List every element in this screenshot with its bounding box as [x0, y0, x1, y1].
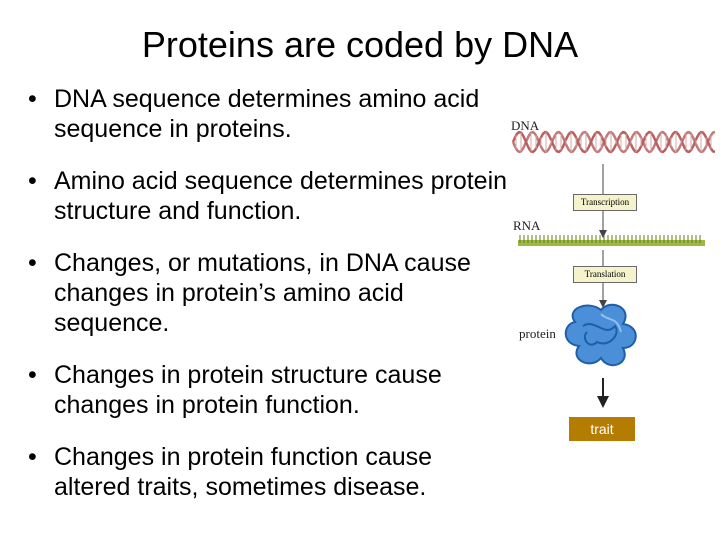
bullet-item [28, 166, 508, 226]
bullet-text: Changes, or mutations, in DNA cause changes in protein’s amino acid sequence. [54, 249, 471, 337]
transcription-box: Transcription [573, 194, 637, 211]
protein-label: protein [519, 326, 556, 341]
trait-box: trait [569, 417, 635, 441]
bullet-text: Changes in protein structure cause changes in protein function. [54, 361, 442, 419]
bullet-item [28, 84, 508, 144]
translation-box: Translation [573, 266, 637, 283]
bullet-item [28, 360, 508, 420]
bullet-list [28, 84, 508, 524]
rna-strand-illustration [518, 235, 705, 246]
bullet-item [28, 248, 508, 338]
bullet-marker: • [28, 443, 37, 471]
bullet-item [28, 442, 508, 502]
bullet-marker: • [28, 249, 37, 277]
bullet-text: Amino acid sequence determines protein structure and function. [54, 167, 508, 225]
dna-label: DNA [511, 118, 540, 133]
protein-to-trait-arrow [597, 378, 609, 408]
bullet-marker: • [28, 167, 37, 195]
slide-title: Proteins are coded by DNA [141, 24, 579, 65]
bullet-text: DNA sequence determines amino acid sequence in proteins. [54, 85, 480, 143]
bullet-text: Changes in protein function cause altered traits, sometimes disease. [54, 443, 433, 501]
rna-label: RNA [513, 218, 541, 233]
dna-to-trait-diagram [505, 112, 720, 452]
dna-helix-illustration [513, 132, 715, 152]
bullet-marker: • [28, 85, 37, 113]
bullet-marker: • [28, 361, 37, 389]
protein-illustration [566, 305, 636, 366]
